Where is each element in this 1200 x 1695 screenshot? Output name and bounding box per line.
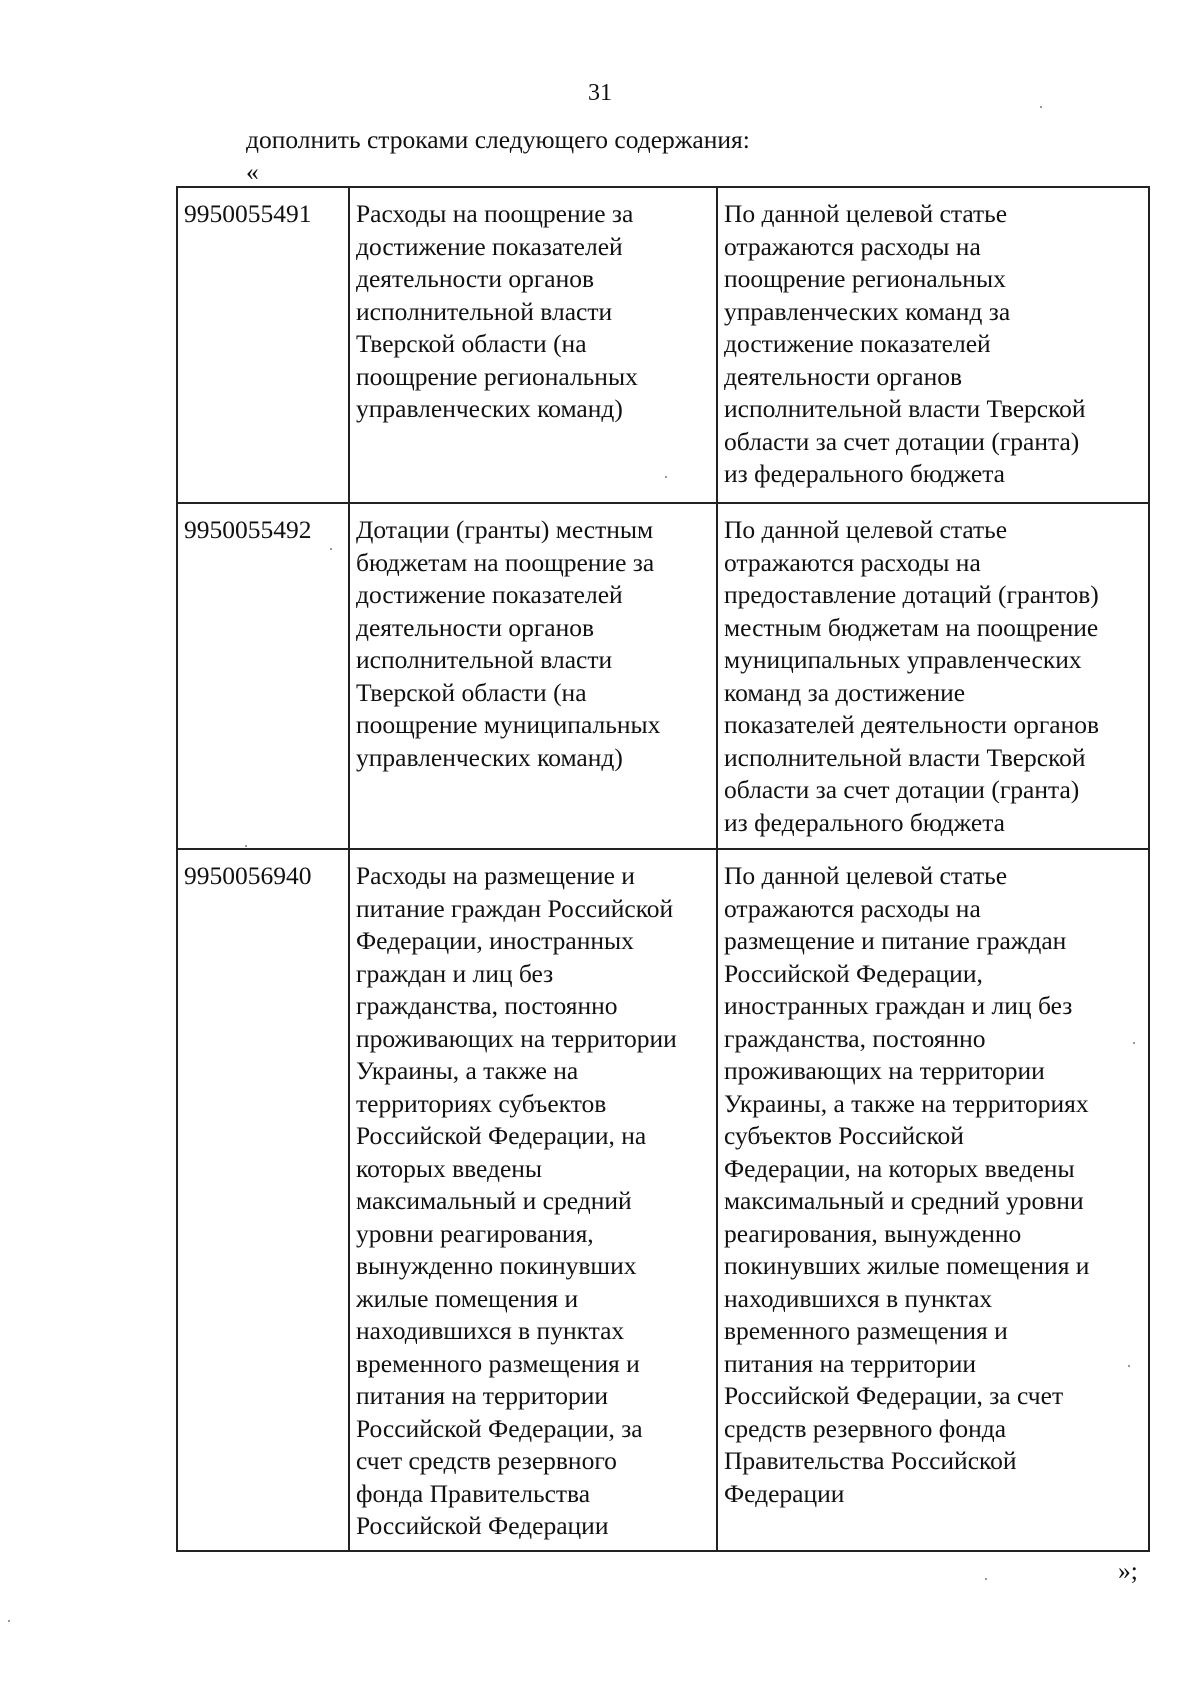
name-line: вынужденно покинувших [356,1251,637,1280]
name-cell [349,187,717,503]
name-line: уровни реагирования, [356,1218,594,1248]
name-line: поощрение муниципальных [356,710,661,739]
name-line: жилые помещения и [356,1283,579,1313]
description-line: области за счет дотации (гранта) [724,775,1080,804]
description-line: области за счет дотации (гранта) [724,426,1080,456]
table-row [177,849,1149,1551]
description-line: показателей деятельности органов [724,710,1100,739]
description-line: гражданства, постоянно [724,1023,986,1053]
name-line: Тверской области (на [356,329,587,358]
name-line: граждан и лиц без [356,958,554,988]
name-line: достижение показателей [356,231,623,261]
scan-speck [1133,1042,1135,1044]
name-line: Российской Федерации, за [356,1413,643,1443]
name-line: Федерации, иностранных [356,926,634,955]
name-line: проживающих на территории [356,1023,677,1053]
description-line: проживающих на территории [724,1056,1045,1085]
name-line: территориях субъектов [356,1088,607,1118]
description-cell [717,187,1149,503]
name-line: гражданства, постоянно [356,991,618,1020]
name-line: питания на территории [356,1381,609,1410]
description-line: находившихся в пунктах [724,1283,993,1313]
description-line: По данной целевой статье [724,861,1008,890]
description-line: предоставление дотаций (грантов) [724,580,1099,609]
scan-speck [1040,106,1042,108]
description-line: достижение показателей [724,329,991,358]
description-line: Правительства Российской [724,1446,1017,1475]
page-number: 31 [588,80,612,106]
name-line: Украины, а также на [356,1056,579,1085]
closing-quote: »; [1118,1556,1138,1585]
description-line: покинувших жилые помещения и [724,1251,1090,1280]
name-line: счет средств резервного [356,1446,617,1475]
code-cell: 9950055492 [177,503,349,849]
scan-speck [8,1620,10,1622]
description-line: отражаются расходы на [724,231,981,261]
name-cell [349,503,717,849]
scan-speck [330,548,332,550]
name-line: фонда Правительства [356,1478,591,1508]
name-line: исполнительной власти [356,296,613,326]
description-line: иностранных граждан и лиц без [724,991,1073,1020]
description-line: из федерального бюджета [724,459,1005,488]
description-line: временного размещения и [724,1316,1008,1345]
name-line: Российской Федерации, на [356,1121,647,1150]
name-line: управленческих команд) [356,394,623,423]
name-line: Дотации (гранты) местным [356,515,654,544]
description-line: поощрение региональных [724,264,1006,293]
code-cell: 9950056940 [177,849,349,1551]
description-line: Российской Федерации, [724,958,983,988]
name-line: достижение показателей [356,580,623,609]
name-line: Российской Федерации [356,1511,609,1540]
scan-speck [665,476,667,478]
name-line: бюджетам на поощрение за [356,547,655,577]
description-cell [717,503,1149,849]
description-line: реагирования, вынужденно [724,1218,1022,1248]
intro-text: дополнить строками следующего содержания: [246,125,750,154]
description-line: из федерального бюджета [724,807,1005,837]
description-line: Федерации [724,1478,845,1508]
name-line: питание граждан Российской [356,893,674,923]
description-line: субъектов Российской [724,1121,964,1150]
description-line: По данной целевой статье [724,515,1008,544]
scan-speck [1128,1365,1130,1367]
description-line: команд за достижение [724,677,966,707]
budget-codes-table [176,186,1150,1552]
description-line: Украины, а также на территориях [724,1088,1089,1118]
name-line: которых введены [356,1153,543,1183]
name-line: Расходы на размещение и [356,861,635,890]
description-line: По данной целевой статье [724,199,1008,228]
description-cell [717,849,1149,1551]
description-line: исполнительной власти Тверской [724,742,1086,772]
description-line: отражаются расходы на [724,547,981,577]
name-line: Тверской области (на [356,677,587,707]
name-line: находившихся в пунктах [356,1316,625,1345]
opening-quote: « [246,157,259,186]
name-line: временного размещения и [356,1348,640,1378]
description-line: размещение и питание граждан [724,926,1067,955]
name-line: деятельности органов [356,264,595,293]
name-line: исполнительной власти [356,645,613,674]
name-cell [349,849,717,1551]
description-line: максимальный и средний уровни [724,1186,1084,1215]
description-line: исполнительной власти Тверской [724,394,1086,423]
name-line: поощрение региональных [356,361,638,391]
description-line: управленческих команд за [724,296,1011,326]
scan-speck [985,1578,987,1580]
description-line: отражаются расходы на [724,893,981,923]
description-line: питания на территории [724,1348,977,1378]
table-body [177,187,1149,1551]
description-line: Российской Федерации, за счет [724,1381,1064,1410]
name-line: Расходы на поощрение за [356,199,634,228]
name-line: управленческих команд) [356,742,623,772]
name-line: деятельности органов [356,612,595,642]
table-row [177,187,1149,503]
description-line: Федерации, на которых введены [724,1153,1075,1183]
description-line: местным бюджетам на поощрение [724,612,1099,642]
table-row [177,503,1149,849]
scan-speck [245,845,247,847]
description-line: муниципальных управленческих [724,645,1082,674]
description-line: средств резервного фонда [724,1413,1007,1443]
code-cell: 9950055491 [177,187,349,503]
name-line: максимальный и средний [356,1186,632,1215]
description-line: деятельности органов [724,361,963,391]
